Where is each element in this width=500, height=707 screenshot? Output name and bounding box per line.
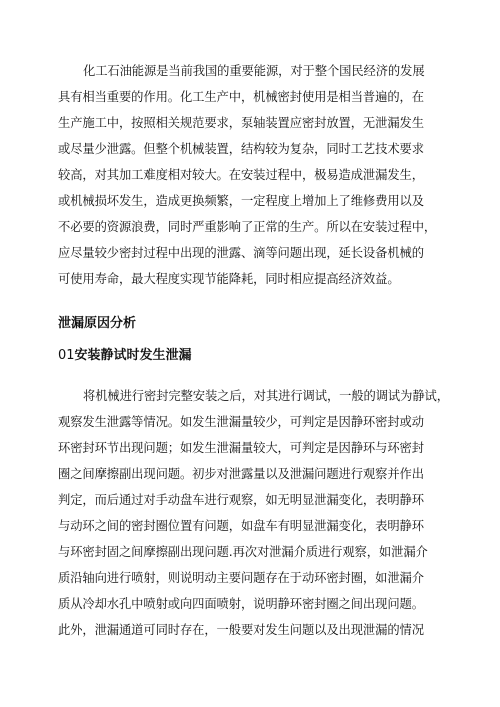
subheading-title: 安装静试时发生泄漏 <box>74 348 192 363</box>
paragraph-line: 圈之间摩擦副出现问题。初步对泄露量以及泄漏问题进行观察并作出 <box>58 467 424 481</box>
paragraph-line: 与动环之间的密封圈位置有问题，如盘车有明显泄漏变化，表明静环 <box>58 519 424 533</box>
paragraph-line: 应尽量较少密封过程中出现的泄露、滴等问题出现，延长设备机械的 <box>58 246 424 260</box>
section-heading: 泄漏原因分析 <box>58 316 137 331</box>
intro-paragraph <box>58 58 442 292</box>
paragraph-line: 此外，泄漏通道可同时存在，一般要对发生问题以及出现泄漏的情况 <box>58 623 424 637</box>
paragraph-line: 或机械损坏发生，造成更换频繁，一定程度上增加上了维修费用以及 <box>58 194 424 208</box>
subheading <box>58 343 192 369</box>
paragraph-line: 将机械进行密封完整安装之后，对其进行调试，一般的调试为静试， <box>83 389 449 403</box>
paragraph-line: 可使用寿命，最大程度实现节能降耗，同时相应提高经济效益。 <box>58 272 400 286</box>
paragraph-line: 质沿轴向进行喷射，则说明动主要问题存在于动环密封圈，如泄漏介 <box>58 571 424 585</box>
paragraph-line: 观察发生泄露等情况。如发生泄漏量较少，可判定是因静环密封或动 <box>58 415 424 429</box>
subheading-number: 01 <box>58 348 75 363</box>
paragraph-line: 环密封环节出现问题；如发生泄漏量较大，可判定是因静环与环密封 <box>58 441 424 455</box>
paragraph-line: 或尽量少泄露。但整个机械装置，结构较为复杂，同时工艺技术要求 <box>58 142 424 156</box>
body-paragraph <box>58 383 449 643</box>
paragraph-line: 质从冷却水孔中喷射或向四面喷射，说明静环密封圈之间出现问题。 <box>58 597 424 611</box>
paragraph-line: 判定，而后通过对手动盘车进行观察，如无明显泄漏变化，表明静环 <box>58 493 424 507</box>
paragraph-line: 具有相当重要的作用。化工生产中，机械密封使用是相当普遍的，在 <box>58 90 424 104</box>
paragraph-line: 与环密封固之间摩擦副出现问题.再次对泄漏介质进行观察，如泄漏介 <box>58 545 428 559</box>
paragraph-line: 生产施工中，按照相关规范要求，泵轴装置应密封放置，无泄漏发生 <box>58 116 424 130</box>
paragraph-line: 较高，对其加工难度相对较大。在安装过程中，极易造成泄漏发生， <box>58 168 424 182</box>
paragraph-line: 不必要的资源浪费，同时严重影响了正常的生产。所以在安装过程中， <box>58 220 437 234</box>
paragraph-line: 化工石油能源是当前我国的重要能源，对于整个国民经济的发展 <box>83 64 425 78</box>
